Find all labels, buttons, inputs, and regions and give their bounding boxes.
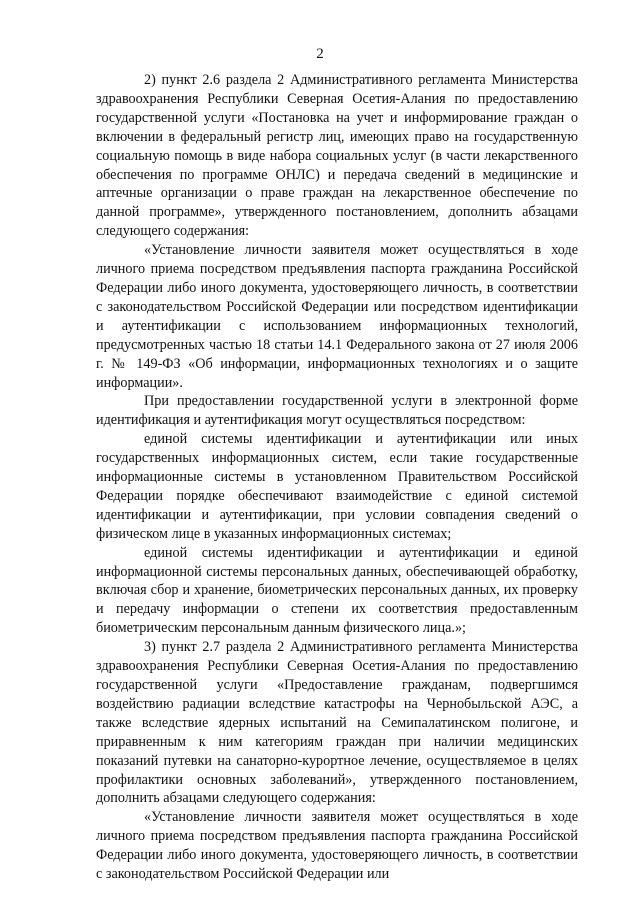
paragraph-identity-verification-2: «Установление личности заявителя может осуществляться в ходе личного приема посредством предъявления паспорта гражданина Российской Федерации либо иного документа, удостоверяющего личность, в соответствии с законодательством Российской Федерации или [96,809,578,883]
paragraph-unified-identification-system: единой системы идентификации и аутентификации или иных государственных информационных систем, если такие государственные информационные системы в установленном Правительством Российской Федерации порядке обеспечивают взаимодействие с единой системой идентификации и аутентификации, при условии совпадения сведений о физическом лице в указанных информационных системах; [96,431,578,542]
page-number: 2 [316,46,324,62]
paragraph-electronic-form: При предоставлении государственной услуги в электронной форме идентификация и аутентификация могут осуществляться посредством: [96,393,578,429]
paragraph-biometric-system: единой системы идентификации и аутентификации и единой информационной системы персональных данных, обеспечивающей обработку, включая сбор и хранение, биометрических персональных данных, их проверку и передачу информации о степени их соответствия предоставленным биометрическим персональным данным физического лица.»; [96,544,578,637]
paragraph-item-2-6-amendment: 2) пункт 2.6 раздела 2 Административного регламента Министерства здравоохранения Республики Северная Осетия-Алания по предоставлению государственной услуги «Постановка на учет и информирование граждан о включении в федеральный регистр лиц, имеющих право на государственную социальную помощь в виде набора социальных услуг (в части лекарственного обеспечения по программе ОНЛС) и передача сведений в медицинские и аптечные организации о праве граждан на лекарственное обеспечение по данной программе», утвержденного постановлением, дополнить абзацами следующего содержания: [96,72,578,240]
paragraph-item-2-7-amendment: 3) пункт 2.7 раздела 2 Административного регламента Министерства здравоохранения Республики Северная Осетия-Алания по предоставлению государственной услуги «Предоставление гражданам, подвергшимся воздействию радиации вследствие катастрофы на Чернобыльской АЭС, а также вследствие ядерных испытаний на Семипалатинском полигоне, и приравненным к ним категориям граждан при наличии медицинских показаний путевки на санаторно-курортное лечение, осуществляемое в целях профилактики основных заболеваний», утвержденного постановлением, дополнить абзацами следующего содержания: [96,639,578,807]
paragraph-identity-verification: «Установление личности заявителя может осуществляться в ходе личного приема посредством предъявления паспорта гражданина Российской Федерации либо иного документа, удостоверяющего личность, в соответствии с законодательством Российской Федерации или посредством идентификации и аутентификации с использованием информационных технологий, предусмотренных частью 18 статьи 14.1 Федерального закона от 27 июля 2006 г. № 149-ФЗ «Об информации, информационных технологиях и о защите информации». [96,242,578,391]
document-body [96,71,578,884]
